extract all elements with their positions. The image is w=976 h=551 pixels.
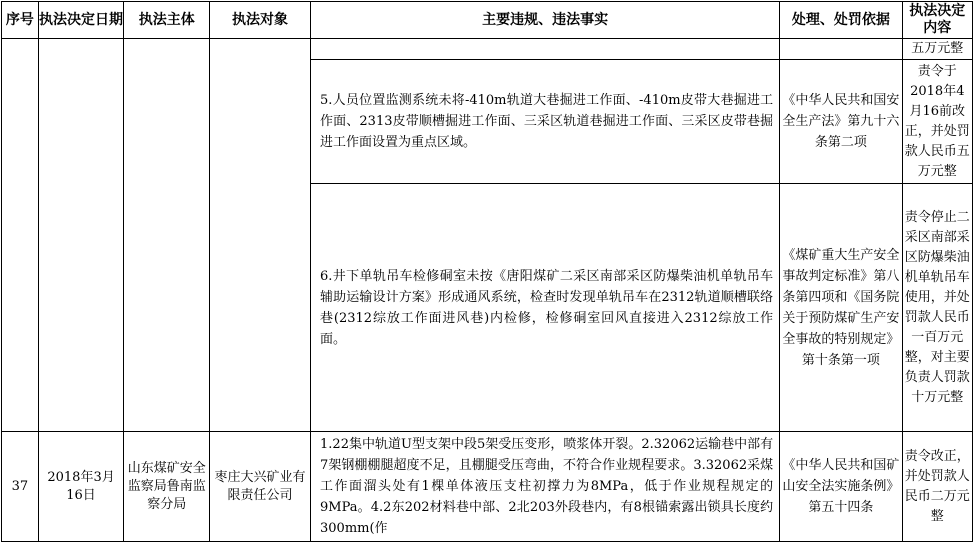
date-cell: 2018年3月16日 bbox=[38, 432, 124, 542]
facts-cell bbox=[311, 39, 780, 60]
decision-cell: 责令于2018年4月16前改正，并处罚款人民币五万元整 bbox=[902, 60, 972, 184]
header-target: 执法对象 bbox=[210, 2, 311, 39]
header-authority: 执法主体 bbox=[124, 2, 210, 39]
header-facts: 主要违规、违法事实 bbox=[311, 2, 780, 39]
facts-cell: 1.22集中轨道U型支架中段5架受压变形，喷浆体开裂。2.32062运输巷中部有7架钢棚棚腿超度不足，且棚腿受压弯曲，不符合作业规程要求。3.32062采煤工作面溜头处有1棵单体液压支柱初撑力为8MPa，低于作业规程规定的9MPa。4.2东202材料巷中部、2北203外段巷内，有8根锚索露出锁具长度约300mm(作 bbox=[311, 432, 780, 542]
decision-cell: 责令停止二采区南部采区防爆柴油机单轨吊车使用，并处罚款人民币一百万元整，对主要负责人罚款十万元整 bbox=[902, 184, 972, 432]
authority-cell: 山东煤矿安全监察局鲁南监察分局 bbox=[124, 432, 210, 542]
basis-cell: 《中华人民共和国矿山安全法实施条例》第五十四条 bbox=[780, 432, 902, 542]
target-cell: 枣庄大兴矿业有限责任公司 bbox=[210, 432, 311, 542]
target-cell-span bbox=[210, 39, 311, 432]
date-cell-span bbox=[38, 39, 124, 432]
enforcement-table bbox=[1, 1, 973, 542]
header-row bbox=[2, 2, 973, 39]
no-cell-span bbox=[2, 39, 39, 432]
authority-cell-span bbox=[124, 39, 210, 432]
decision-cell: 五万元整 bbox=[902, 39, 972, 60]
header-date: 执法决定日期 bbox=[38, 2, 124, 39]
header-decision: 执法决定内容 bbox=[902, 2, 972, 39]
header-basis: 处理、处罚依据 bbox=[780, 2, 902, 39]
no-cell: 37 bbox=[2, 432, 39, 542]
decision-cell: 责令改正，并处罚款人民币二万元整 bbox=[902, 432, 972, 542]
facts-cell: 6.井下单轨吊车检修硐室未按《唐阳煤矿二采区南部采区防爆柴油机单轨吊车辅助运输设计方案》形成通风系统，检查时发现单轨吊车在2312轨道顺槽联络巷(2312综放工作面进风巷)内检修，检修硐室回风直接进入2312综放工作面。 bbox=[311, 184, 780, 432]
basis-cell bbox=[780, 39, 902, 60]
header-no: 序号 bbox=[2, 2, 39, 39]
table-row bbox=[2, 432, 973, 542]
table-row bbox=[2, 39, 973, 60]
basis-cell: 《中华人民共和国安全生产法》第九十六条第二项 bbox=[780, 60, 902, 184]
basis-cell: 《煤矿重大生产安全事故判定标准》第八条第四项和《国务院关于预防煤矿生产安全事故的特别规定》第十条第一项 bbox=[780, 184, 902, 432]
facts-cell: 5.人员位置监测系统未将-410m轨道大巷掘进工作面、-410m皮带大巷掘进工作面、2313皮带顺槽掘进工作面、三采区轨道巷掘进工作面、三采区皮带巷掘进工作面设置为重点区域。 bbox=[311, 60, 780, 184]
